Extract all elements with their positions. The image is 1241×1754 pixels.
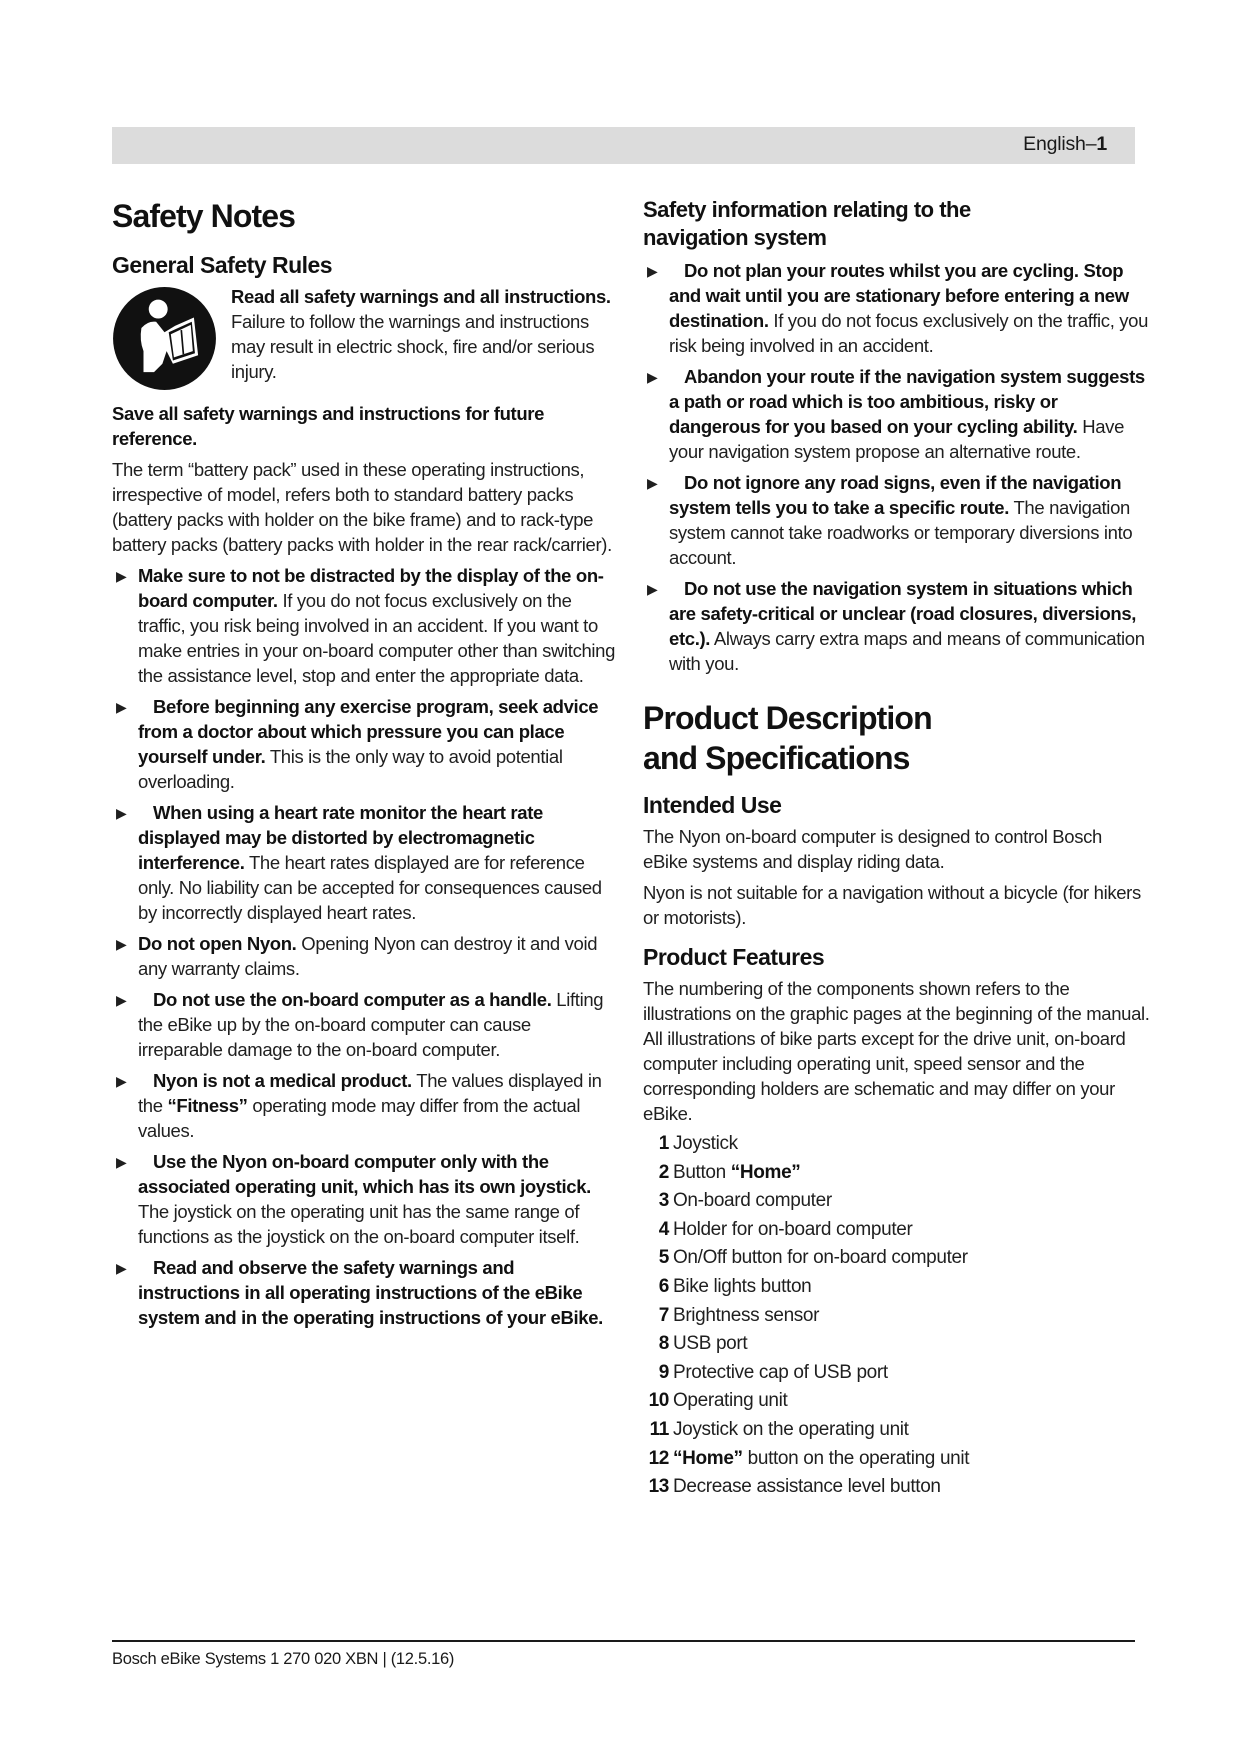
list-item	[643, 1244, 1151, 1273]
list-item	[643, 1187, 1151, 1216]
list-item	[643, 1416, 1151, 1445]
list-item	[112, 987, 617, 1062]
triangle-bullet-icon: ▶	[116, 936, 127, 952]
list-item	[643, 364, 1151, 464]
component-number: 8	[658, 1333, 669, 1355]
save-instructions	[112, 401, 617, 451]
product-features-heading: Product Features	[643, 944, 825, 970]
list-item	[643, 1330, 1151, 1359]
component-label: Decrease assistance level button	[673, 1476, 941, 1498]
battery-term-paragraph: The term “battery pack” used in these operating instructions, irrespective of model, refers both to standard battery packs (battery packs with holder on the bike frame) and to rack-type battery packs (battery packs with holder in the rear rack/carrier).	[112, 459, 612, 555]
right-column	[643, 196, 1151, 1502]
bullet-bold: Abandon your route if the navigation system suggests a path or road which is too ambitious, risky or dangerous for you based on your cycling ability.	[669, 366, 1145, 437]
intended-use-heading: Intended Use	[643, 792, 782, 818]
list-item	[643, 1159, 1151, 1188]
bullet-bold: Nyon is not a medical product.	[153, 1070, 412, 1091]
component-label-bold: “Home”	[730, 1161, 801, 1183]
triangle-bullet-icon: ▶	[116, 699, 127, 715]
read-manual-icon	[112, 286, 217, 391]
triangle-bullet-icon: ▶	[116, 568, 127, 584]
bullet-text: operating mode may differ from the actual values.	[138, 1095, 581, 1141]
read-instructions-block	[112, 284, 617, 391]
header-language: English–	[1023, 133, 1097, 155]
component-number: 12	[648, 1447, 669, 1469]
list-item	[643, 470, 1151, 570]
bullet-bold-fitness: “Fitness”	[167, 1095, 248, 1116]
bullet-bold: Do not use the navigation system in situations which are safety-critical or unclear (road closures, diversions, etc.).	[669, 578, 1137, 649]
component-number: 10	[648, 1390, 669, 1412]
safety-notes-title: Safety Notes	[112, 198, 296, 234]
bullet-text: The joystick on the operating unit has the same range of functions as the joystick on the on-board computer itself.	[138, 1201, 580, 1247]
list-item	[643, 1445, 1151, 1474]
page-header-label	[1023, 133, 1107, 156]
left-column	[112, 196, 617, 1336]
intended-use-paragraph-1: The Nyon on-board computer is designed to control Bosch eBike systems and display riding data.	[643, 826, 1102, 872]
list-item	[112, 1149, 617, 1249]
bullet-text: The values displayed in the	[138, 1070, 602, 1116]
component-number: 11	[649, 1418, 669, 1440]
bullet-text: Always carry extra maps and means of communication with you.	[669, 628, 1145, 674]
component-label: Joystick on the operating unit	[673, 1418, 909, 1440]
triangle-bullet-icon: ▶	[116, 1073, 127, 1089]
list-item	[643, 1473, 1151, 1502]
list-item	[112, 1255, 617, 1330]
read-warning-text: Failure to follow the warnings and instructions may result in electric shock, fire and/or serious injury.	[231, 311, 595, 382]
triangle-bullet-icon: ▶	[116, 805, 127, 821]
navigation-safety-heading: Safety information relating to the navigation system	[643, 197, 971, 250]
bullet-bold: Make sure to not be distracted by the display of the on-board computer.	[138, 565, 604, 611]
component-label: button on the operating unit	[742, 1447, 970, 1469]
bullet-bold: Do not use the on-board computer as a handle.	[153, 989, 552, 1010]
header-page-number: 1	[1096, 133, 1107, 155]
triangle-bullet-icon: ▶	[116, 1154, 127, 1170]
list-item	[112, 1068, 617, 1143]
bullet-bold: Do not open Nyon.	[138, 933, 297, 954]
bullet-text: Opening Nyon can destroy it and void any warranty claims.	[138, 933, 598, 979]
component-label: On-board computer	[673, 1190, 832, 1212]
component-label: Holder for on-board computer	[673, 1218, 913, 1240]
product-description-title: Product Description and Specifications	[643, 700, 932, 776]
list-item	[643, 1130, 1151, 1159]
triangle-bullet-icon: ▶	[647, 581, 658, 597]
list-item	[643, 1302, 1151, 1331]
bullet-text: The navigation system cannot take roadworks or temporary diversions into account.	[669, 497, 1133, 568]
component-number: 3	[658, 1190, 669, 1212]
list-item	[643, 258, 1151, 358]
list-item	[112, 931, 617, 981]
component-label: Operating unit	[673, 1390, 788, 1412]
bullet-bold: Do not ignore any road signs, even if the navigation system tells you to take a specific route.	[669, 472, 1122, 518]
component-label: Brightness sensor	[673, 1304, 820, 1326]
bullet-text: Lifting the eBike up by the on-board computer can cause irreparable damage to the on-board computer.	[138, 989, 604, 1060]
component-label: Button	[673, 1161, 731, 1183]
bullet-text: If you do not focus exclusively on the traffic, you risk being involved in an accident. If you want to make entries in your on-board computer other than switching the assistance level, stop and enter the appropriate data.	[138, 590, 616, 686]
bullet-text: The heart rates displayed are for reference only. No liability can be accepted for consequences caused by incorrectly displayed heart rates.	[138, 852, 602, 923]
bullet-text: Have your navigation system propose an alternative route.	[669, 416, 1125, 462]
component-label: Joystick	[673, 1133, 738, 1154]
component-label-bold: “Home”	[673, 1447, 743, 1469]
navigation-safety-bullets	[643, 258, 1151, 676]
triangle-bullet-icon: ▶	[647, 475, 658, 491]
list-item	[643, 1387, 1151, 1416]
general-safety-rules-heading: General Safety Rules	[112, 252, 333, 278]
component-number: 6	[658, 1275, 669, 1297]
bullet-bold: Use the Nyon on-board computer only with the associated operating unit, which has its own joystick.	[138, 1151, 591, 1197]
list-item	[643, 1273, 1151, 1302]
component-label: Bike lights button	[673, 1275, 812, 1297]
list-item	[643, 1216, 1151, 1245]
list-item	[112, 563, 617, 688]
component-label: USB port	[673, 1333, 748, 1355]
footer-text: Bosch eBike Systems 1 270 020 XBN | (12.5.16)	[112, 1650, 455, 1668]
list-item	[112, 800, 617, 925]
component-number: 5	[658, 1247, 669, 1269]
bullet-bold: When using a heart rate monitor the heart rate displayed may be distorted by electromagnetic interference.	[138, 802, 543, 873]
component-label: On/Off button for on-board computer	[673, 1247, 968, 1269]
component-list	[643, 1130, 1151, 1502]
read-instructions-text	[231, 284, 617, 391]
component-label: Protective cap of USB port	[673, 1361, 888, 1383]
component-number: 7	[658, 1304, 669, 1326]
component-number: 4	[658, 1218, 669, 1240]
list-item	[643, 1359, 1151, 1388]
component-number: 2	[658, 1161, 669, 1183]
intended-use-paragraph-2: Nyon is not suitable for a navigation without a bicycle (for hikers or motorists).	[643, 882, 1141, 928]
bullet-text: If you do not focus exclusively on the traffic, you risk being involved in an accident.	[669, 310, 1149, 356]
list-item	[643, 576, 1151, 676]
bullet-text: This is the only way to avoid potential overloading.	[138, 746, 563, 792]
footer-divider	[112, 1640, 1135, 1642]
triangle-bullet-icon: ▶	[647, 263, 658, 279]
bullet-bold: Do not plan your routes whilst you are cycling. Stop and wait until you are stationary before entering a new destination.	[669, 260, 1129, 331]
component-number: 1	[658, 1133, 669, 1154]
product-features-paragraph: The numbering of the components shown refers to the illustrations on the graphic pages at the beginning of the manual. All illustrations of bike parts except for the drive unit, on-board computer including operating unit, speed sensor and the corresponding holders are schematic and may differ on your eBike.	[643, 978, 1150, 1124]
left-safety-bullets	[112, 563, 617, 1330]
triangle-bullet-icon: ▶	[116, 992, 127, 1008]
bullet-bold: Before beginning any exercise program, seek advice from a doctor about which pressure you can place yourself under.	[138, 696, 599, 767]
triangle-bullet-icon: ▶	[647, 369, 658, 385]
component-number: 9	[658, 1361, 669, 1383]
component-number: 13	[648, 1476, 669, 1498]
page-header-band	[112, 127, 1135, 164]
save-instructions-text: Save all safety warnings and instructions for future reference.	[112, 403, 545, 449]
read-warning-bold: Read all safety warnings and all instructions.	[231, 286, 611, 307]
triangle-bullet-icon: ▶	[116, 1260, 127, 1276]
list-item	[112, 694, 617, 794]
bullet-bold: Read and observe the safety warnings and instructions in all operating instructions of the eBike system and in the operating instructions of your eBike.	[138, 1257, 603, 1328]
